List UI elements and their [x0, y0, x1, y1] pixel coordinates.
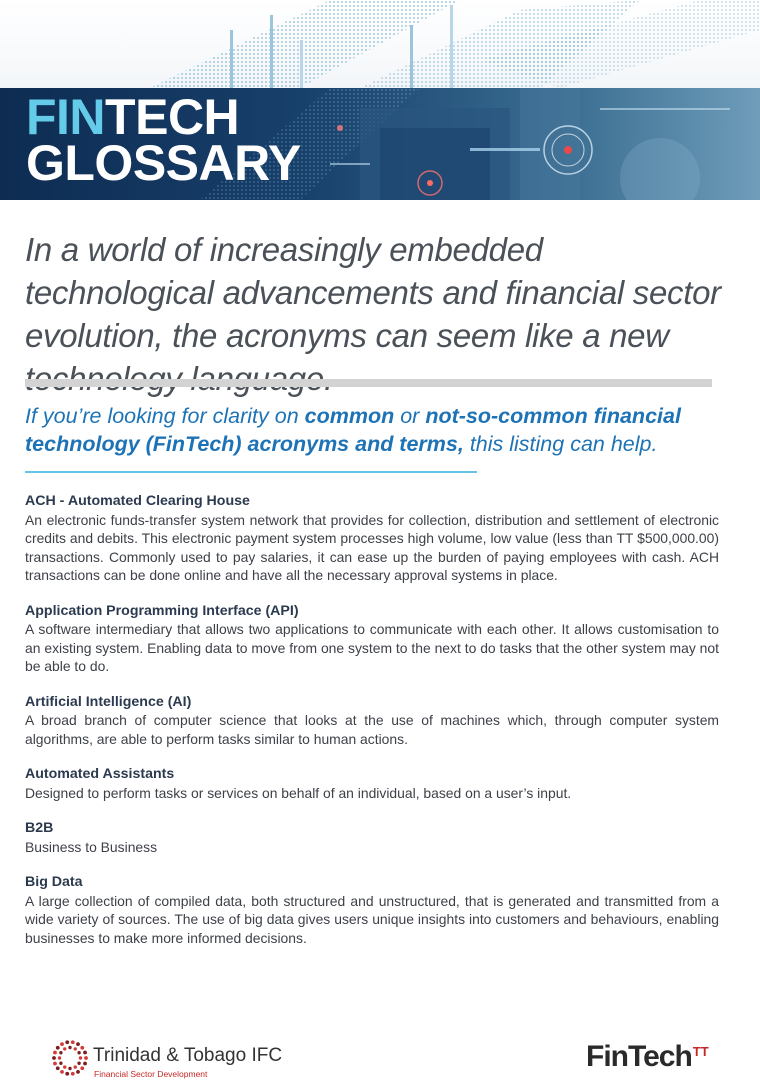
fintech-logo-tt: TT [692, 1044, 709, 1059]
glossary-list [25, 492, 719, 964]
intro-text: In a world of increasingly embedded technological advancements and financial sector evolution, the acronyms can seem like a new [25, 231, 721, 354]
glossary-term: Automated Assistants [25, 766, 175, 782]
glossary-term: ACH - Automated Clearing House [25, 493, 250, 509]
ifc-dotted-circle-logo-icon [50, 1038, 90, 1078]
glossary-definition: Business to Business [25, 838, 158, 855]
banner-art-top [0, 0, 760, 88]
title-tech: TECH [105, 89, 240, 145]
title-glossary: GLOSSARY [26, 135, 301, 191]
lead-bold-terms: not-so-common financial technology (FinTech) acronyms and terms, [25, 404, 681, 456]
grey-divider [25, 379, 712, 387]
page-title [26, 89, 301, 191]
glossary-entry-b2b [25, 819, 719, 856]
glossary-definition: Designed to perform tasks or services on behalf of an individual, based on a user’s input. [25, 784, 572, 801]
lead-part1: If you’re looking for clarity on [25, 404, 305, 428]
glossary-definition: An electronic funds-transfer system network that provides for collection, distribution and settlement of electronic credits and debits. This electronic payment system processes high volume, low value (less than TT $500,000.00) transactions. Commonly used to pay salaries, it can ease up the burden of paying employees with cash. ACH transactions can be done online and have all the necessary approval systems in place. [25, 511, 719, 583]
glossary-entry-big-data [25, 873, 719, 947]
glossary-entry-automated-assistants [25, 765, 719, 802]
fintech-tt-logo [586, 1040, 709, 1080]
lead-part3: this listing can help. [463, 432, 658, 456]
banner [0, 88, 760, 200]
glossary-term: Artificial Intelligence (AI) [25, 693, 192, 710]
glossary-term: Big Data [25, 874, 83, 890]
glossary-term: Application Programming Interface (API) [25, 602, 299, 619]
ifc-name: Trinidad & Tobago IFC [93, 1045, 283, 1066]
glossary-term: B2B [25, 820, 54, 836]
glossary-definition: A broad branch of computer science that looks at the use of machines which, through computer system algorithms, are able to perform tasks similar to human actions. [25, 712, 719, 747]
glossary-definition: A software intermediary that allows two applications to communicate with each other. It allows customisation to an existing system. Enabling data to move from one system to the next to do tasks that the other system may not be able to do. [25, 621, 719, 674]
lead-bold-common: common [304, 404, 395, 428]
glossary-entry-ach [25, 492, 719, 585]
glossary-entry-api [25, 602, 719, 676]
ifc-tagline: Financial Sector Development [94, 1069, 208, 1079]
blue-divider [25, 471, 477, 473]
title-fin: FIN [26, 89, 106, 145]
glossary-entry-ai [25, 693, 719, 749]
glossary-definition: A large collection of compiled data, both structured and unstructured, that is generated and transmitted from a wide variety of sources. The use of big data gives users unique insights into customers and behaviours, enabling businesses to make more informed decisions. [25, 892, 719, 946]
lead-text [25, 402, 725, 458]
lead-part2: or [394, 404, 426, 428]
fintech-logo-word: FinTech [586, 1040, 692, 1073]
